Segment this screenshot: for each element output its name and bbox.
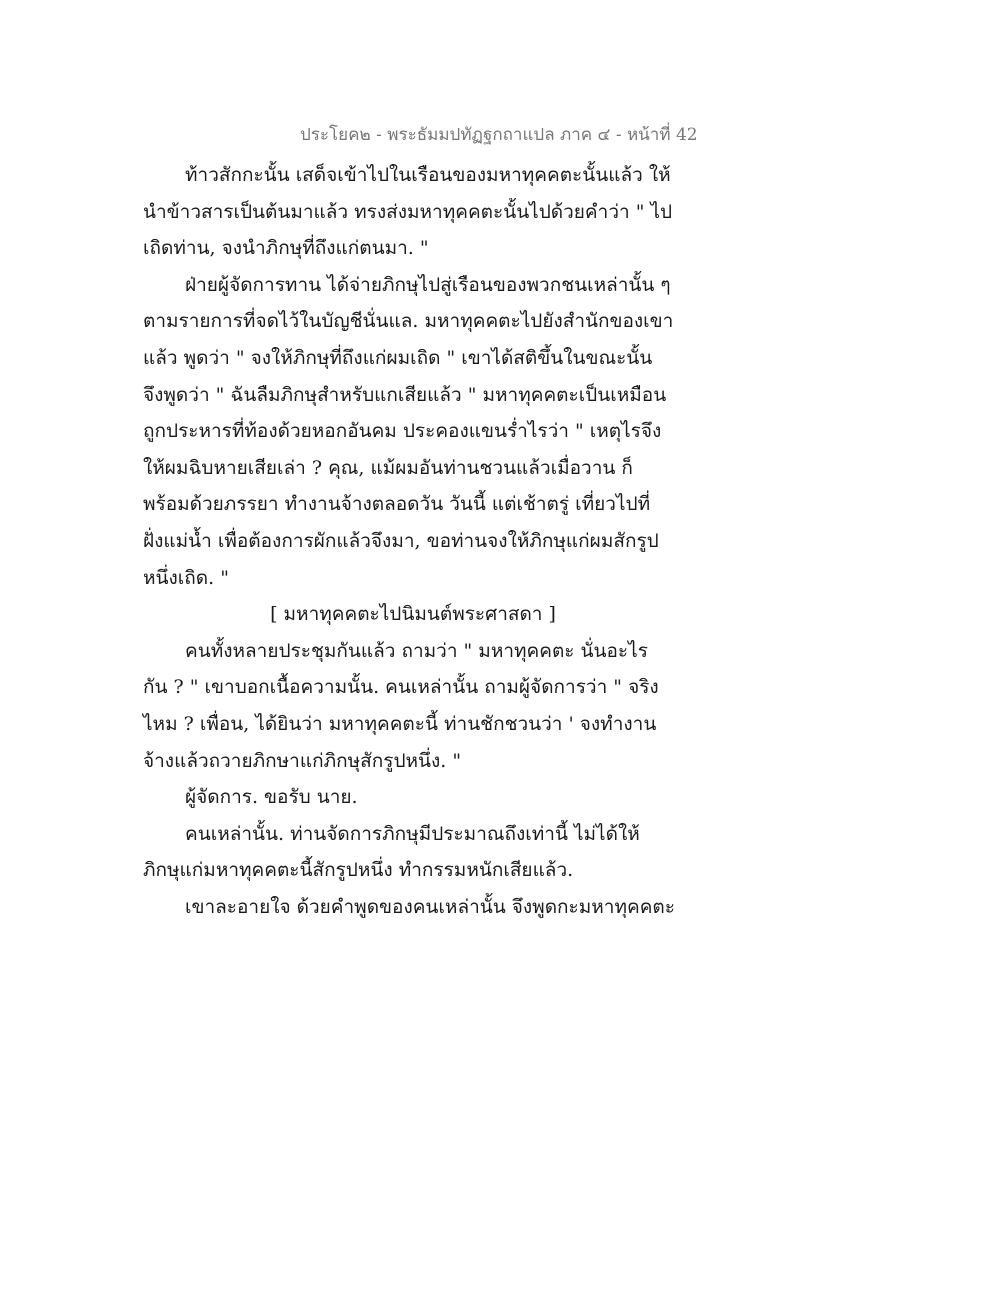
text-line: แล้ว พูดว่า " จงให้ภิกษุที่ถึงแก่ผมเถิด " เขาได้สติขึ้นในขณะนั้น bbox=[143, 346, 653, 369]
text-line: ไหม ? เพื่อน, ได้ยินว่า มหาทุคคตะนี้ ท่านชักชวนว่า ' จงทำงาน bbox=[143, 712, 657, 735]
text-line: ให้ผมฉิบหายเสียเล่า ? คุณ, แม้ผมอันท่านชวนแล้วเมื่อวาน ก็ bbox=[143, 456, 633, 479]
text-line: ถูกประหารที่ท้องด้วยหอกอันคม ประคองแขนร่ำไรว่า " เหตุไรจึง bbox=[143, 420, 662, 443]
text-line: คนทั้งหลายประชุมกันแล้ว ถามว่า " มหาทุคคตะ นั่นอะไร bbox=[185, 639, 648, 662]
text-line: คนเหล่านั้น. ท่านจัดการภิกษุมีประมาณถึงเท่านี้ ไม่ได้ให้ bbox=[185, 822, 640, 845]
text-line: ฝ่ายผู้จัดการทาน ได้จ่ายภิกษุไปสู่เรือนของพวกชนเหล่านั้น ๆ bbox=[185, 273, 671, 296]
text-line: จ้างแล้วถวายภิกษาแก่ภิกษุสักรูปหนึ่ง. " bbox=[143, 749, 462, 772]
text-line: ตามรายการที่จดไว้ในบัญชีนั่นแล. มหาทุคคตะไปยังสำนักของเขา bbox=[143, 310, 674, 333]
text-line: จึงพูดว่า " ฉันลืมภิกษุสำหรับแกเสียแล้ว " มหาทุคคตะเป็นเหมือน bbox=[143, 383, 667, 406]
text-line: ท้าวสักกะนั้น เสด็จเข้าไปในเรือนของมหาทุคคตะนั้นแล้ว ให้ bbox=[185, 164, 671, 186]
text-line: ฝั่งแม่น้ำ เพื่อต้องการผักแล้วจึงมา, ขอท่านจงให้ภิกษุแก่ผมสักรูป bbox=[143, 529, 659, 552]
text-line: เถิดท่าน, จงนำภิกษุที่ถึงแก่ตนมา. " bbox=[143, 237, 429, 260]
body-text bbox=[143, 157, 683, 925]
text-line: หนึ่งเถิด. " bbox=[143, 566, 229, 589]
text-line: ผู้จัดการ. ขอรับ นาย. bbox=[185, 786, 358, 809]
text-line: ภิกษุแก่มหาทุคคตะนี้สักรูปหนึ่ง ทำกรรมหนักเสียแล้ว. bbox=[143, 859, 574, 882]
text-line: กัน ? " เขาบอกเนื้อความนั้น. คนเหล่านั้น ถามผู้จัดการว่า " จริง bbox=[143, 676, 659, 699]
text-line: นำข้าวสารเป็นต้นมาแล้ว ทรงส่งมหาทุคคตะนั้นไปด้วยคำว่า " ไป bbox=[143, 200, 673, 223]
running-header: ประโยค๒ - พระธัมมปทัฏฐกถาแปล ภาค ๔ - หน้าที่ 42 bbox=[300, 125, 698, 145]
text-line: พร้อมด้วยภรรยา ทำงานจ้างตลอดวัน วันนี้ แต่เช้าตรู่ เที่ยวไปที่ bbox=[143, 493, 651, 516]
text-line: เขาละอายใจ ด้วยคำพูดของคนเหล่านั้น จึงพูดกะมหาทุคคตะ bbox=[185, 895, 675, 918]
section-heading: [ มหาทุคคตะไปนิมนต์พระศาสดา ] bbox=[270, 603, 556, 626]
